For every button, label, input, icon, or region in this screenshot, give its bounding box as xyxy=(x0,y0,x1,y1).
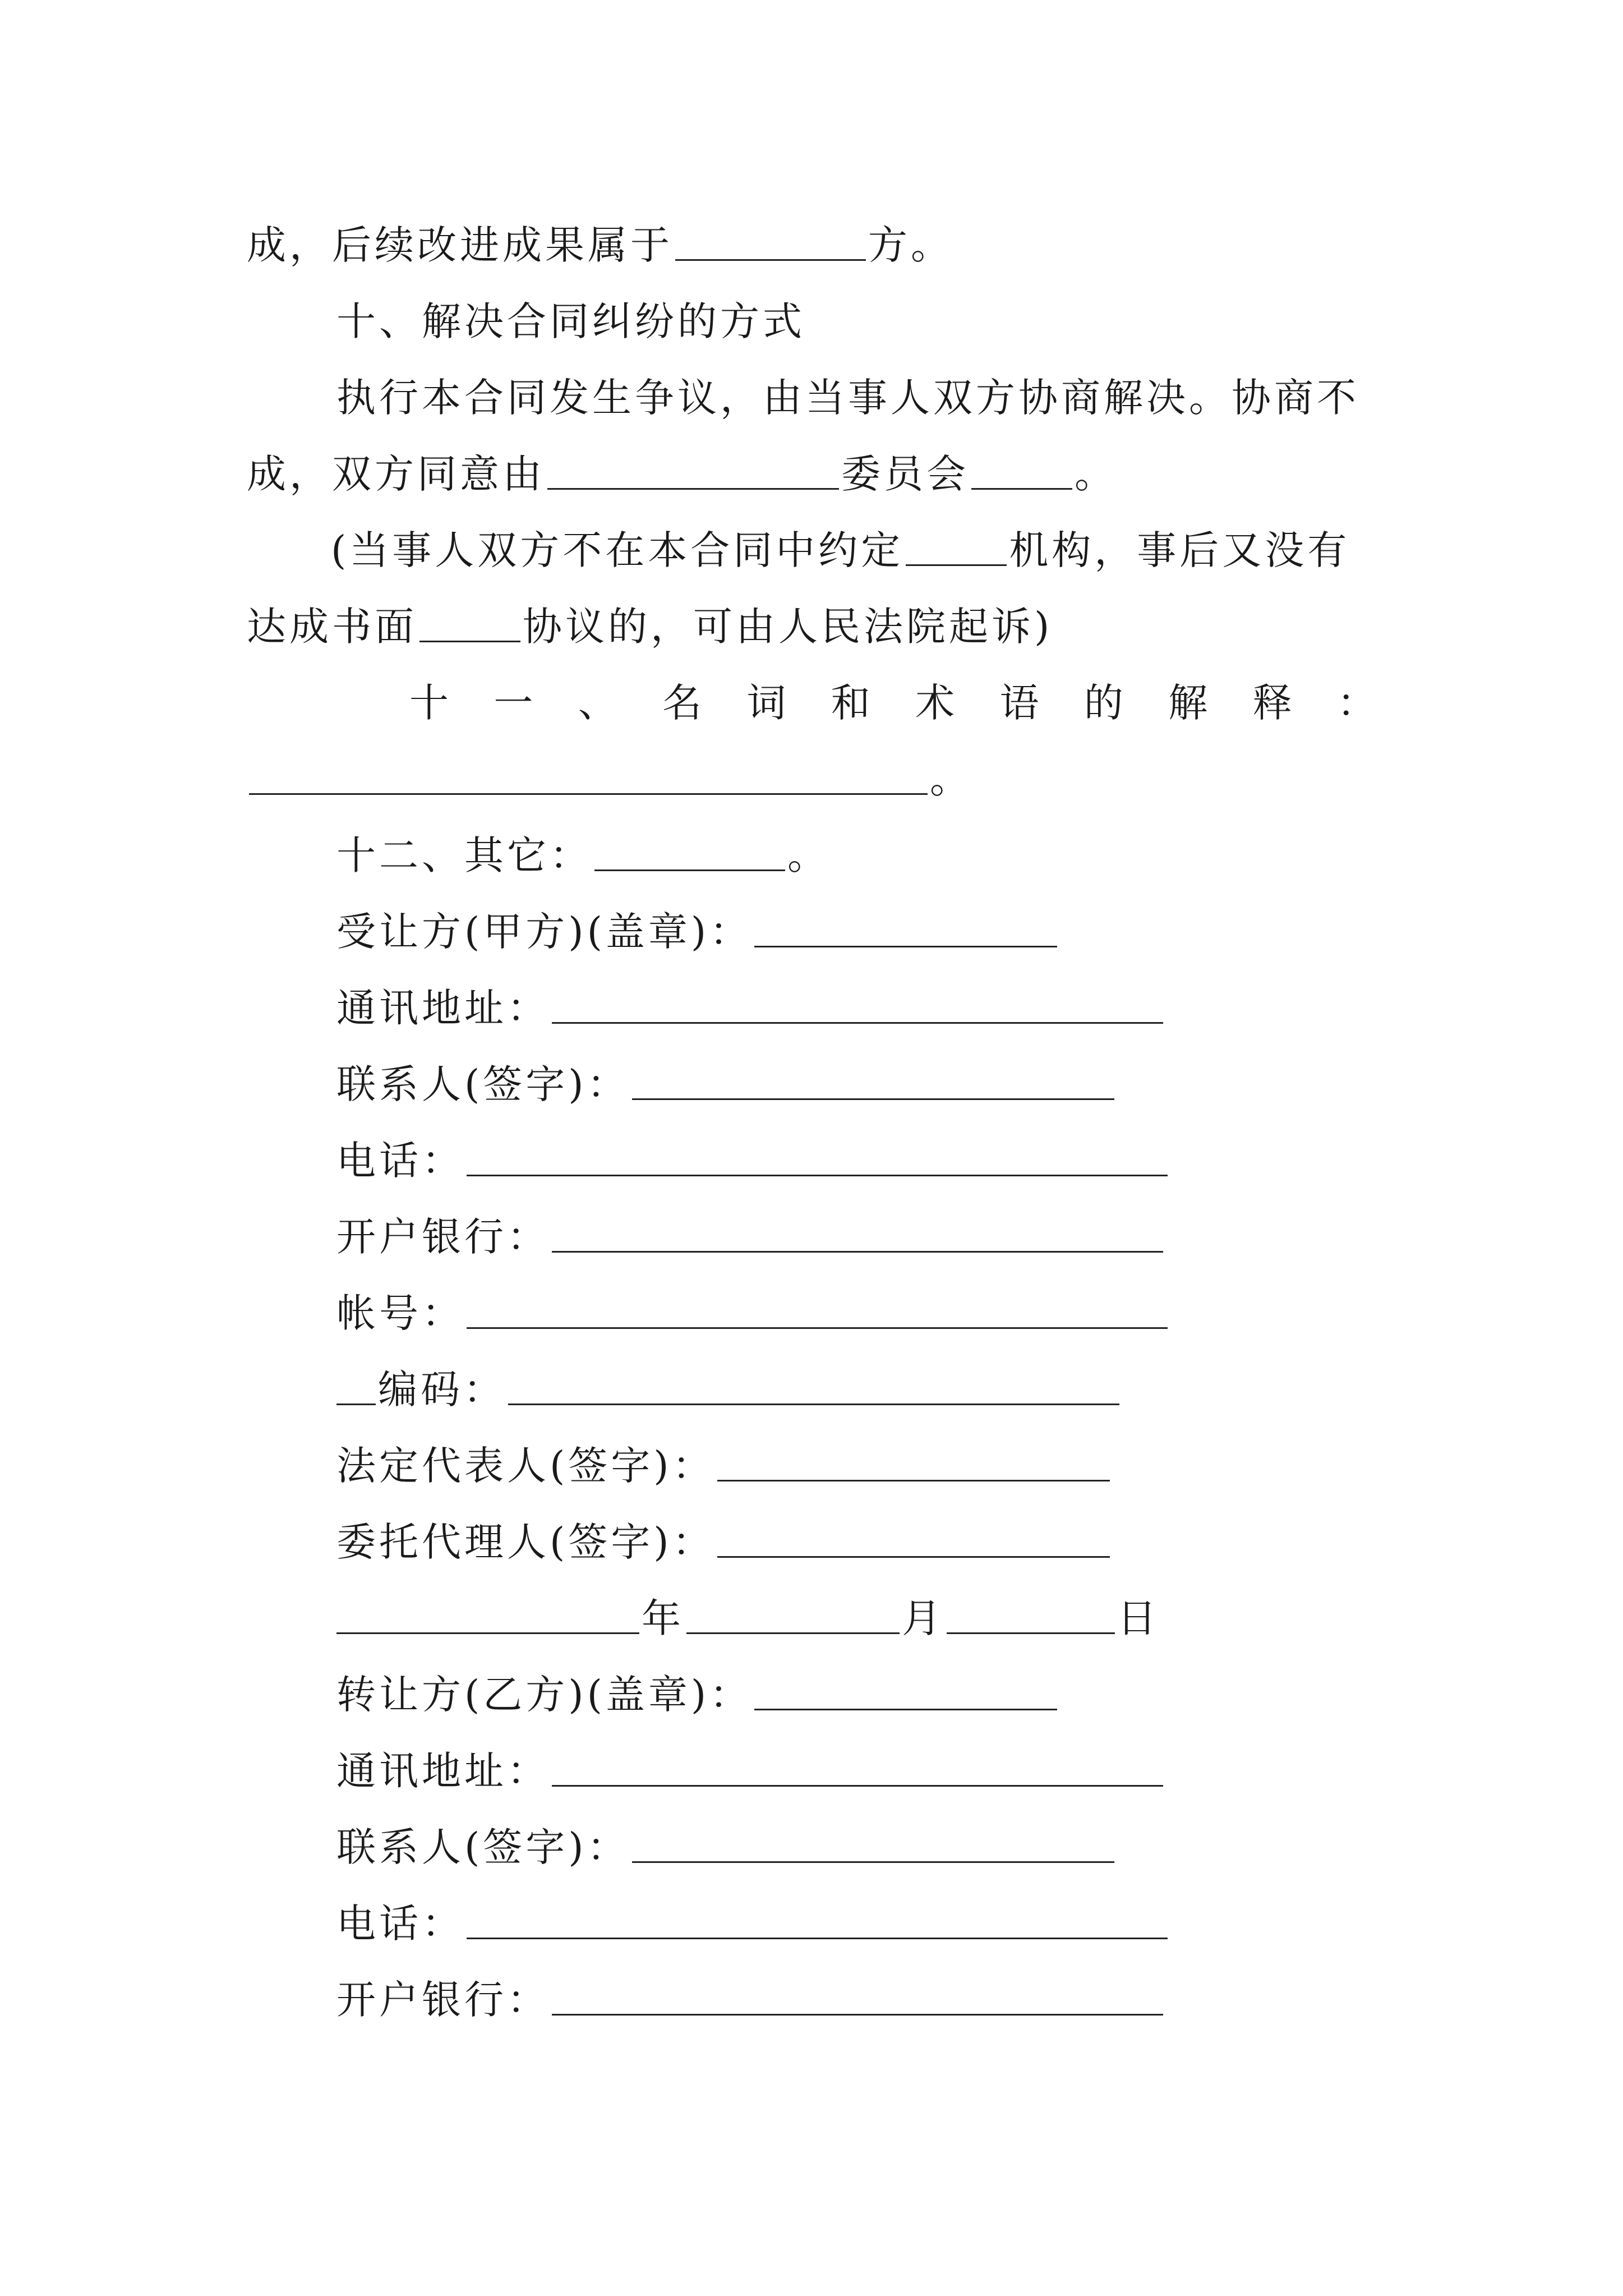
party-b-contact-label: 联系人(签字)： xyxy=(336,1824,630,1870)
arbitration-note-line-2 xyxy=(247,596,1053,657)
section-11-char: 语 xyxy=(999,680,1043,726)
other-label: 十二、其它： xyxy=(336,832,592,878)
period: 。 xyxy=(930,756,972,802)
party-b-phone-label: 电话： xyxy=(336,1901,464,1947)
period: 。 xyxy=(1075,451,1117,497)
committee-blank xyxy=(547,487,839,490)
party-a-bank-label: 开户银行： xyxy=(336,1214,550,1260)
arbitration-text-2: 机构，事后又没有 xyxy=(1009,527,1350,573)
party-a-address xyxy=(336,977,1165,1039)
agreement-blank xyxy=(419,640,520,642)
party-a-phone xyxy=(336,1130,1170,1191)
dispute-paragraph-line-2 xyxy=(247,443,1117,505)
section-11-char: 名 xyxy=(662,680,706,726)
party-b-seal-blank xyxy=(754,1708,1057,1710)
party-a-postcode-prefix-blank xyxy=(336,1403,376,1405)
section-11-char: 词 xyxy=(746,680,790,726)
party-a-legal-rep xyxy=(336,1435,1112,1497)
day-blank xyxy=(947,1632,1115,1634)
party-b-phone xyxy=(336,1893,1170,1954)
party-a-seal-blank xyxy=(754,945,1057,947)
party-a-postcode-blank xyxy=(508,1403,1119,1405)
party-a-agent-blank xyxy=(717,1556,1110,1558)
party-a-phone-blank xyxy=(467,1174,1168,1176)
day-label: 日 xyxy=(1117,1595,1160,1641)
ownership-text: 成，后续改进成果属于 xyxy=(247,222,673,268)
party-b-address-blank xyxy=(552,1784,1163,1787)
party-a-address-blank xyxy=(552,1022,1163,1024)
party-a-phone-label: 电话： xyxy=(336,1138,464,1184)
party-a-address-label: 通讯地址： xyxy=(336,985,550,1031)
month-label: 月 xyxy=(902,1595,944,1641)
terms-definition-blank xyxy=(249,793,928,795)
party-a-contact xyxy=(336,1053,1117,1115)
party-a-legal-rep-blank xyxy=(717,1479,1110,1481)
section-11-char: 术 xyxy=(915,680,958,726)
party-a-postcode-label: 编码： xyxy=(378,1366,506,1412)
section-10-heading: 十、解决合同纠纷的方式 xyxy=(336,298,805,344)
ownership-text-end: 方。 xyxy=(868,222,953,268)
ownership-blank xyxy=(675,259,866,261)
dispute-paragraph-line-1: 执行本合同发生争议，由当事人双方协商解决。协商不 xyxy=(336,375,1359,421)
party-a-title xyxy=(336,901,1059,963)
party-b-bank-label: 开户银行： xyxy=(336,1977,550,2023)
other-blank xyxy=(594,869,785,871)
section-11-blank-line xyxy=(247,748,972,810)
party-b-phone-blank xyxy=(467,1937,1168,1939)
committee-action-blank xyxy=(971,487,1072,490)
section-11-char: 一 xyxy=(494,680,537,726)
party-b-contact xyxy=(336,1816,1117,1878)
party-a-bank-blank xyxy=(552,1250,1163,1253)
party-a-bank xyxy=(336,1206,1165,1268)
section-11-char: 解 xyxy=(1168,680,1211,726)
section-11-heading xyxy=(409,672,1380,734)
section-11-char: 、 xyxy=(578,680,621,726)
party-a-contact-label: 联系人(签字)： xyxy=(336,1061,630,1107)
party-a-postcode xyxy=(336,1359,1122,1420)
agreement-text: 达成书面 xyxy=(247,604,417,650)
party-b-address-label: 通讯地址： xyxy=(336,1748,550,1794)
section-11-char: 的 xyxy=(1083,680,1127,726)
section-12-other xyxy=(336,825,830,886)
party-a-account-blank xyxy=(467,1327,1168,1329)
signing-date xyxy=(336,1588,1160,1649)
party-a-agent xyxy=(336,1511,1112,1573)
party-b-bank-blank xyxy=(552,2013,1163,2016)
party-a-agent-label: 委托代理人(签字)： xyxy=(336,1519,715,1565)
party-a-legal-rep-label: 法定代表人(签字)： xyxy=(336,1443,715,1489)
agreement-text-2: 协议的，可由人民法院起诉) xyxy=(523,604,1053,650)
section-11-char: ： xyxy=(1336,680,1380,726)
party-a-contact-blank xyxy=(632,1098,1114,1100)
paragraph-ownership xyxy=(247,214,953,276)
section-11-char: 释 xyxy=(1252,680,1295,726)
party-b-bank xyxy=(336,1969,1165,2031)
committee-text: 委员会 xyxy=(841,451,969,497)
year-blank xyxy=(336,1632,639,1634)
section-11-char: 和 xyxy=(831,680,874,726)
party-b-title-label: 转让方(乙方)(盖章)： xyxy=(336,1672,753,1718)
period: 。 xyxy=(787,832,830,878)
party-b-contact-blank xyxy=(632,1861,1114,1863)
section-11-char: 十 xyxy=(409,680,452,726)
dispute-text: 成，双方同意由 xyxy=(247,451,545,497)
year-label: 年 xyxy=(642,1595,684,1641)
party-b-address xyxy=(336,1740,1165,1802)
month-blank xyxy=(686,1632,900,1634)
party-a-account xyxy=(336,1282,1170,1344)
party-a-account-label: 帐号： xyxy=(336,1290,464,1336)
arbitration-note-line-1 xyxy=(331,519,1350,581)
party-a-title-label: 受让方(甲方)(盖章)： xyxy=(336,909,753,955)
arbitration-blank xyxy=(906,564,1007,566)
party-b-title xyxy=(336,1664,1059,1726)
arbitration-text: (当事人双方不在本合同中约定 xyxy=(331,527,904,573)
